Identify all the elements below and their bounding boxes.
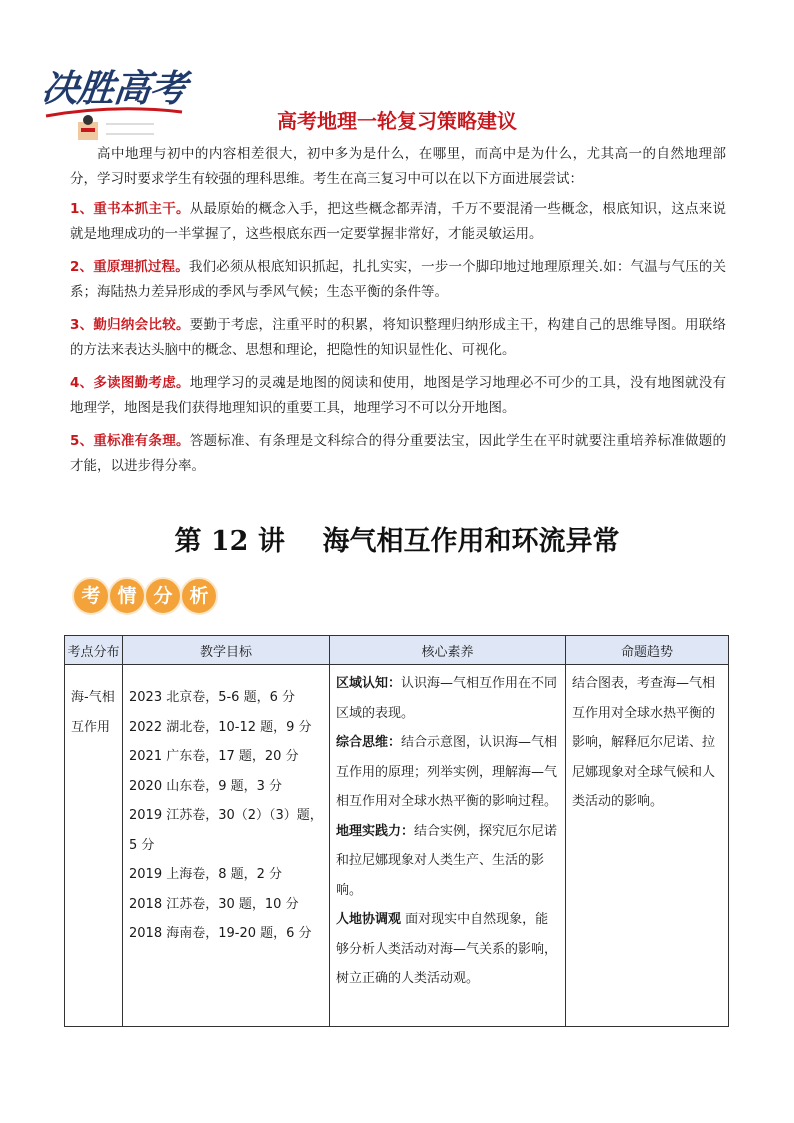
badge-char: 析	[180, 577, 218, 615]
list-item: 2019 江苏卷，30（2）（3）题，5 分	[129, 808, 323, 853]
lecture-title: 第 12 讲 海气相互作用和环流异常	[174, 526, 620, 557]
tip-body: 答题标准、有条理是文科综合的得分重要法宝，因此学生在平时就要注重培养标准做题的才能，以进步得分率。	[70, 433, 726, 474]
literacy-item	[336, 817, 559, 906]
list-item: 2023 北京卷，5-6 题，6 分	[129, 690, 295, 705]
logo-text: 决胜高考	[39, 66, 188, 110]
header-literacy: 核心素养	[330, 636, 566, 665]
header-topic: 考点分布	[65, 636, 123, 665]
literacy-label: 区域认知：	[336, 676, 402, 691]
topic-cell	[65, 665, 123, 1027]
literacy-text: 面对现实中自然现象，能够分析人类活动对海—气关系的影响，树立正确的人类活动观。	[336, 912, 558, 986]
tip-1	[70, 197, 726, 247]
exam-analysis-table	[64, 635, 729, 1027]
page-title: 高考地理一轮复习策略建议	[277, 109, 517, 133]
literacy-label: 综合思维：	[336, 735, 402, 750]
literacy-label: 地理实践力：	[336, 823, 415, 839]
table-row	[65, 665, 729, 1027]
tip-body: 要勤于考虑，注重平时的积累，将知识整理归纳形成主干，构建自己的思维导图。用联络的方法来表达头脑中的概念、思想和理论，把隐性的知识显性化、可视化。	[70, 317, 726, 358]
topic-text: 海-气相互作用	[71, 690, 115, 735]
tip-body: 我们必须从根底知识抓起，扎扎实实，一步一个脚印地过地理原理关.如：气温与气压的关系；海陆热力差异形成的季风与季风气候；生态平衡的条件等。	[70, 259, 726, 300]
tip-body: 从最原始的概念入手，把这些概念都弄清，千万不要混淆一些概念，根底知识，这点来说就是地理成功的一半掌握了，这些根底东西一定要掌握非常好，才能灵敏运用。	[70, 201, 726, 242]
literacy-cell	[330, 665, 566, 1027]
tip-5	[70, 429, 726, 479]
tip-heading: 2、重原理抓过程。	[70, 259, 189, 275]
tip-heading: 4、多读图勤考虑。	[70, 375, 190, 391]
list-item: 2020 山东卷，9 题，3 分	[129, 778, 283, 794]
literacy-text: 结合示意图，认识海—气相互作用的原理；列举实例，理解海—气相互作用对全球水热平衡的影响过程。	[336, 735, 558, 809]
tip-body: 地理学习的灵魂是地图的阅读和使用，地图是学习地理必不可少的工具，没有地图就没有地理学，地图是我们获得地理知识的重要工具，地理学习不可以分开地图。	[70, 375, 726, 416]
literacy-item	[336, 728, 559, 817]
logo	[39, 56, 192, 148]
tip-heading: 1、重书本抓主干。	[70, 201, 190, 217]
literacy-label: 人地协调观	[336, 912, 402, 927]
list-item: 2018 海南卷，19-20 题，6 分	[129, 926, 312, 941]
list-item: 2018 江苏卷，30 题，10 分	[129, 896, 299, 912]
section-badge	[72, 577, 222, 615]
tip-heading: 5、重标准有条理。	[70, 433, 190, 449]
trend-cell	[566, 665, 729, 1027]
table-header-row	[65, 636, 729, 665]
tip-2	[70, 255, 726, 305]
trend-text: 结合图表，考查海—气相互作用对全球水热平衡的影响，解释厄尔尼诺、拉尼娜现象对全球气候和人类活动的影响。	[572, 676, 716, 809]
badge-char: 考	[72, 577, 110, 615]
literacy-item	[336, 905, 559, 994]
literacy-text: 认识海—气相互作用在不同区域的表现。	[336, 676, 558, 721]
literacy-item	[336, 669, 559, 728]
tip-4	[70, 371, 726, 421]
list-item: 2021 广东卷，17 题，20 分	[129, 749, 299, 764]
badge-char: 分	[144, 577, 182, 615]
list-item: 2019 上海卷，8 题，2 分	[129, 867, 283, 882]
intro-paragraph: 高中地理与初中的内容相差很大，初中多为是什么，在哪里，而高中是为什么，尤其高一的自然地理部分，学习时要求学生有较强的理科思维。考生在高三复习中可以在以下方面进展尝试：	[70, 146, 726, 187]
tip-3	[70, 313, 726, 363]
header-trend: 命题趋势	[566, 636, 729, 665]
list-item: 2022 湖北卷，10-12 题，9 分	[129, 719, 312, 735]
badge-char: 情	[108, 577, 146, 615]
header-goals: 教学目标	[123, 636, 330, 665]
goals-cell	[123, 665, 330, 1027]
literacy-text: 结合实例，探究厄尔尼诺和拉尼娜现象对人类生产、生活的影响。	[336, 823, 558, 898]
tip-heading: 3、勤归纳会比较。	[70, 317, 190, 333]
